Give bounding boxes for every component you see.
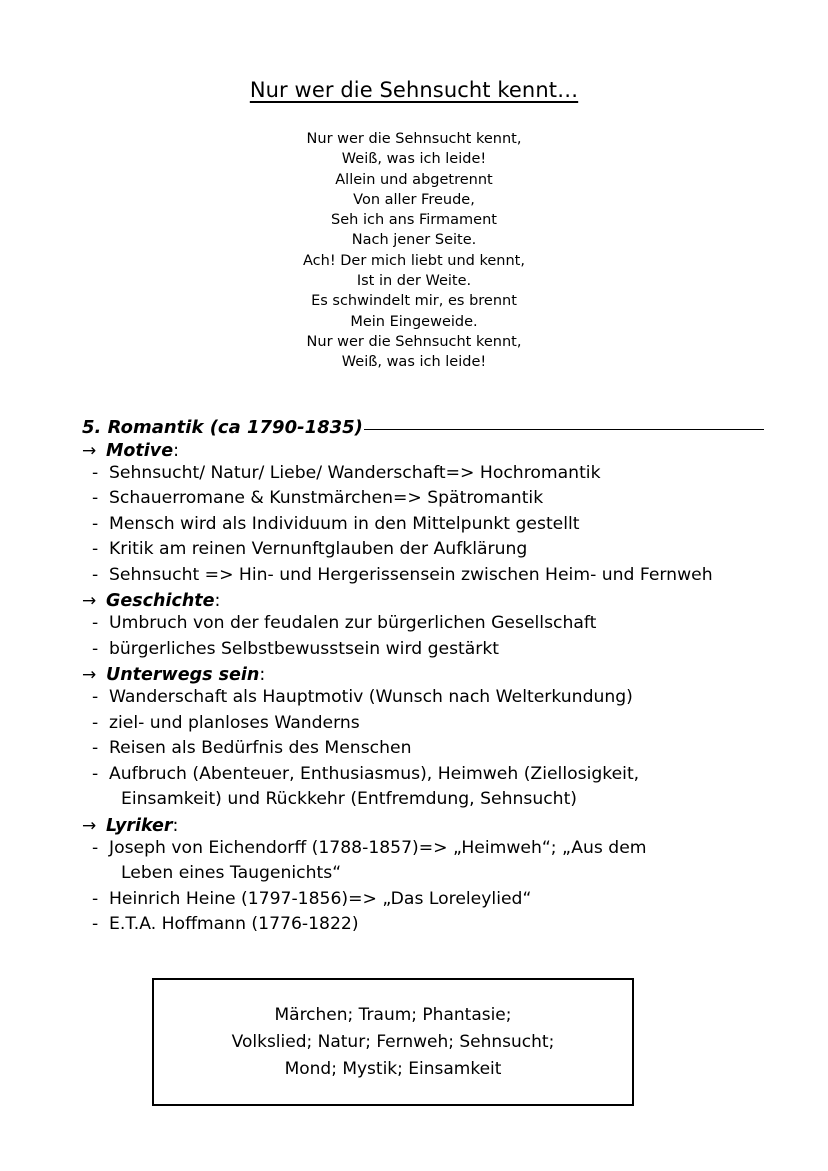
poem-line: Es schwindelt mir, es brennt bbox=[311, 293, 517, 310]
dash-marker: - bbox=[92, 687, 99, 708]
dash-marker: - bbox=[92, 712, 99, 733]
list-item-text: Mensch wird als Individuum in den Mittelpunkt gestellt bbox=[109, 513, 580, 534]
list-item bbox=[82, 912, 788, 938]
heading-underline-rule bbox=[364, 429, 764, 430]
dash-marker: - bbox=[92, 638, 99, 659]
group-colon: : bbox=[172, 815, 179, 836]
group-title: Lyriker bbox=[106, 815, 173, 836]
list-item bbox=[82, 461, 788, 487]
dash-marker: - bbox=[92, 513, 99, 534]
group-title: Geschichte bbox=[106, 591, 215, 612]
arrow-icon: → bbox=[82, 665, 97, 686]
poem-line: Von aller Freude, bbox=[353, 191, 475, 208]
group-colon: : bbox=[214, 591, 221, 612]
group-colon: : bbox=[259, 665, 266, 686]
list-item-text: Reisen als Bedürfnis des Menschen bbox=[109, 738, 412, 759]
poem-line: Allein und abgetrennt bbox=[335, 171, 493, 188]
list-item bbox=[82, 711, 788, 737]
list-item bbox=[82, 486, 788, 512]
poem-line: Nur wer die Sehnsucht kennt, bbox=[306, 131, 522, 147]
list-item bbox=[82, 537, 788, 563]
arrow-icon: → bbox=[82, 440, 97, 461]
arrow-icon: → bbox=[82, 591, 97, 612]
dash-marker: - bbox=[92, 564, 99, 585]
group-heading bbox=[82, 441, 788, 461]
group-unterwegs-sein bbox=[82, 665, 788, 813]
group-heading bbox=[82, 665, 788, 685]
group-items bbox=[82, 836, 788, 938]
dash-marker: - bbox=[92, 888, 99, 909]
group-heading bbox=[82, 591, 788, 611]
notes-section bbox=[0, 373, 828, 938]
poem-line: Ach! Der mich liebt und kennt, bbox=[303, 252, 525, 269]
keyword-line: Mond; Mystik; Einsamkeit bbox=[284, 1058, 502, 1079]
poem-line: Nur wer die Sehnsucht kennt, bbox=[306, 333, 522, 350]
group-colon: : bbox=[173, 440, 179, 461]
list-item-text: Kritik am reinen Vernunftglauben der Aufklärung bbox=[109, 539, 528, 560]
group-items bbox=[82, 461, 788, 589]
group-title: Motive bbox=[106, 440, 174, 461]
list-item-continuation: Leben eines Taugenichts“ bbox=[121, 863, 342, 884]
group-geschichte bbox=[82, 591, 788, 662]
list-item-text: Sehnsucht/ Natur/ Liebe/ Wanderschaft=> Hochromantik bbox=[109, 462, 601, 483]
group-motive bbox=[82, 441, 788, 589]
section-heading-text: 5. Romantik (ca 1790-1835) bbox=[82, 416, 363, 438]
list-item bbox=[82, 685, 788, 711]
dash-marker: - bbox=[92, 763, 99, 784]
list-item-text: E.T.A. Hoffmann (1776-1822) bbox=[109, 914, 359, 935]
list-item bbox=[82, 637, 788, 663]
list-item-text: Heinrich Heine (1797-1856)=> „Das Loreleylied“ bbox=[109, 888, 532, 909]
dash-marker: - bbox=[92, 488, 99, 509]
list-item-text: Umbruch von der feudalen zur bürgerlichen Gesellschaft bbox=[109, 613, 597, 634]
list-item-text: bürgerliches Selbstbewusstsein wird gestärkt bbox=[109, 638, 500, 659]
section-heading bbox=[82, 417, 788, 438]
group-heading bbox=[82, 816, 788, 836]
group-items bbox=[82, 685, 788, 813]
list-item bbox=[82, 887, 788, 913]
poem-block bbox=[0, 102, 828, 373]
dash-marker: - bbox=[92, 539, 99, 560]
list-item-text: ziel- und planloses Wanderns bbox=[109, 712, 360, 733]
list-item-text: Schauerromane & Kunstmärchen=> Spätromantik bbox=[109, 488, 544, 509]
dash-marker: - bbox=[92, 462, 99, 483]
list-item-text: Aufbruch (Abenteuer, Enthusiasmus), Heimweh (Ziellosigkeit, bbox=[109, 763, 640, 784]
arrow-icon: → bbox=[82, 815, 97, 836]
list-item bbox=[82, 736, 788, 762]
keyword-line: Volkslied; Natur; Fernweh; Sehnsucht; bbox=[231, 1031, 555, 1052]
poem-line: Nach jener Seite. bbox=[351, 232, 477, 249]
poem-line: Weiß, was ich leide! bbox=[341, 151, 487, 168]
dash-marker: - bbox=[92, 613, 99, 634]
dash-marker: - bbox=[92, 837, 99, 858]
list-item-text: Wanderschaft als Hauptmotiv (Wunsch nach Welterkundung) bbox=[109, 687, 633, 708]
list-item bbox=[82, 836, 788, 887]
poem-line: Weiß, was ich leide! bbox=[341, 354, 487, 371]
page-title: Nur wer die Sehnsucht kennt… bbox=[249, 78, 579, 102]
poem-line: Mein Eingeweide. bbox=[350, 313, 478, 330]
list-item-text: Joseph von Eichendorff (1788-1857)=> „Heimweh“; „Aus dem bbox=[109, 837, 647, 858]
keyword-line: Märchen; Traum; Phantasie; bbox=[274, 1004, 512, 1025]
dash-marker: - bbox=[92, 738, 99, 759]
list-item bbox=[82, 611, 788, 637]
dash-marker: - bbox=[92, 914, 99, 935]
list-item-continuation: Einsamkeit) und Rückkehr (Entfremdung, Sehnsucht) bbox=[121, 789, 578, 810]
list-item-text: Sehnsucht => Hin- und Hergerissensein zwischen Heim- und Fernweh bbox=[109, 564, 713, 585]
group-items bbox=[82, 611, 788, 662]
list-item bbox=[82, 512, 788, 538]
list-item bbox=[82, 762, 788, 813]
poem-line: Ist in der Weite. bbox=[356, 273, 472, 290]
group-lyriker bbox=[82, 816, 788, 938]
keyword-box bbox=[152, 978, 634, 1106]
poem-line: Seh ich ans Firmament bbox=[331, 212, 497, 229]
list-item bbox=[82, 563, 788, 589]
group-title: Unterwegs sein bbox=[106, 665, 260, 686]
